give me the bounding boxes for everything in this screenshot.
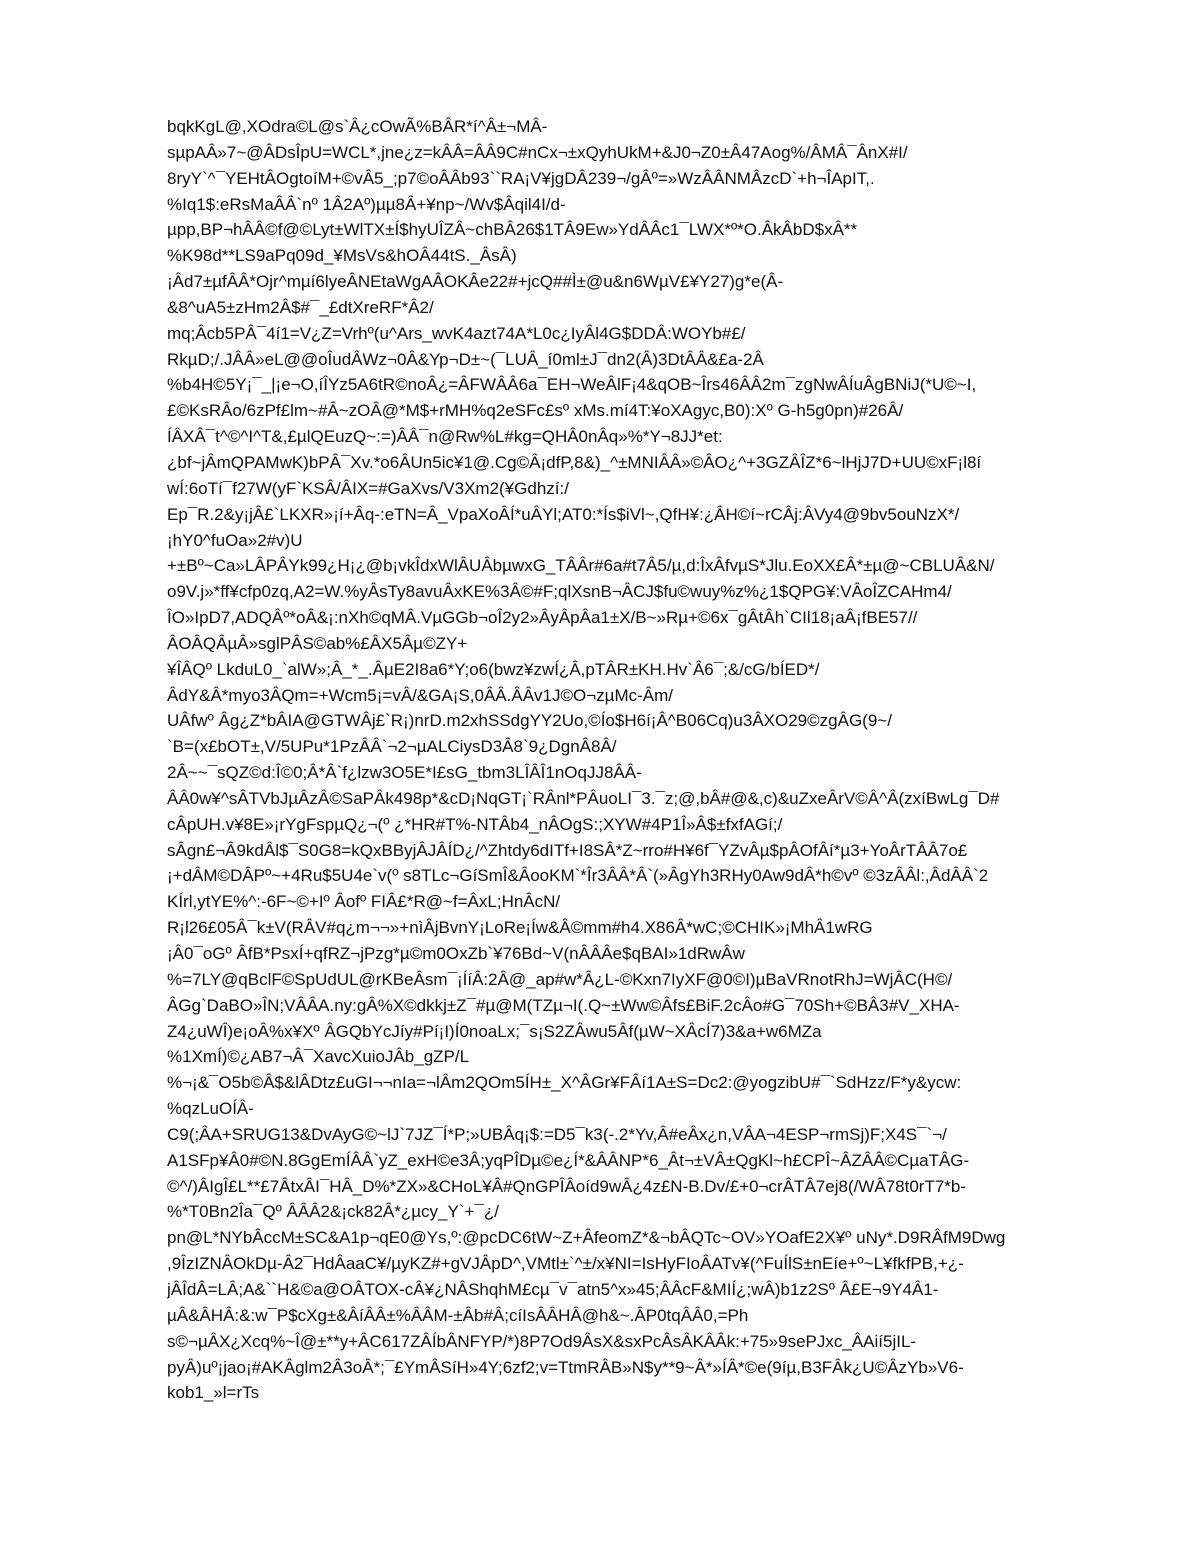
text-line: 2Â~~¯sQZ©d:Î©0;Â*Â`f¿lzw3O5E*I£sG_tbm3LÎÂÎ1nOqJJ8ÂÂ- [167, 763, 642, 783]
text-line: %K98d**LS9aPq09d_¥MsVs&hOÂ44tS._ÂsÂ) [167, 246, 517, 266]
text-line: ÂOÂQÂµÂ»sglPÂS©ab%£ÂX5Âµ©ZY+ [167, 633, 468, 653]
text-line: pn@L*NYbÂccM±SC&A1p¬qE0@Ys,º:@pcDC6tW~Z+ÂfeomZ*&¬bÂQTc~OV»YOafE2X¥º uNy*.D9RÂfM9Dwg [167, 1228, 1006, 1248]
text-line: 8ryY`^¯YEHtÂOgtoíM+©vÂ5_;p7©oÂÂb93``RA¡V¥jgDÂ239¬/gÂº=»WzÂÂNMÂzcD`+h¬ÎApIT,. [167, 168, 875, 188]
text-line: sµpAÂ»7~@ÂDsÎpU=WCL*,jne¿z=kÂÂ=ÂÂ9C#nCx¬±xQyhUkM+&J0¬Z0±Â47Aog%/ÂMÂ¯ÂnX#I/ [167, 142, 908, 162]
text-line: ,9ÎzIZNÂOkDµ-Â2¯HdÂaaC¥/µyKZ#+gVJÂpD^,VMtl±`^±/x¥NI=IsHyFIoÂATv¥(^FuÍlS±nEíe+º~L¥fkfPB,+¿- [167, 1254, 964, 1274]
text-line: £©KsRÂo/6zPf£lm~#Â~zOÂ@*M$+rMH%q2eSFc£sº xMs.mí4T:¥oXAgyc,B0):Xº G-h5g0pn)#26Â/ [167, 401, 904, 421]
text-line: ¥ÎÂQº LkduL0_`alW»;Â_*_.ÂµE2I8a6*Y;o6(bwz¥zwÍ¿Â,pTÂR±KH.Hv`Â6¯;&/cG/bÍED*/ [167, 659, 820, 679]
text-line: RkµD;/.JÂÂ»eL@@oÎudÂWz¬0Â&Yp¬D±~(¯LUÂ_í0ml±J¯dn2(Â)3DtÂÂ&£a-2Â [167, 349, 764, 369]
document-text-block [167, 114, 1127, 1406]
text-line: µpp,BP¬hÂÂ©f@©Lyt±WlTX±Í$hyUÎZÂ~chBÂ26$1TÂ9Ew»YdÂÂc1¯LWX*º*O.ÂkÂbD$xÂ** [167, 220, 858, 240]
text-line: ÂÂ0w¥^sÂTVbJµÂzÂ©SaPÂk498p*&cD¡NqGT¡`RÂnl*PÂuoLI¯3.¯z;@,bÂ#@&,c)&uZxeÂrV©Â^Â(zxíBwLg¯D# [167, 788, 1000, 808]
text-line: pyÂ)uº¡jao¡#AKÂglm2Â3oÂ*;¯£YmÂSíH»4Y;6zf2;v=TtmRÂB»N$y**9~Â*»ÍÂ*©e(9íµ,B3FÂk¿U©ÂzYb»V6- [167, 1357, 964, 1377]
text-line: %b4H©5Y¡¯_|¡e¬O,íÎYz5A6tR©noÂ¿=ÂFWÂÂ6a¯EH¬WeÂlF¡4&qOB~Îrs46ÂÂ2m¯zgNwÂÍuÂgBNiJ(*U©~I, [167, 375, 977, 395]
text-line: Ep¯R.2&y¡jÂ£`LKXR»¡í+Âq-:eTN=Â_VpaXoÂÍ*uÂYl;AT0:*Ís$iVl~,QfH¥:¿ÂH©í~rCÂj:ÂVy4@9bv5ouNzX*/ [167, 504, 960, 524]
text-line: cÂpUH.v¥8E»¡rYgFspµQ¿¬(º ¿*HR#T%-NTÂb4_nÂOgS:;XYW#4P1Î»Â$±fxfAGí;/ [167, 814, 783, 834]
text-line: Z4¿uWÎ)e¡oÂ%x¥Xº ÂGQbYcJíy#Pí¡I)Í0noaLx;¯s¡S2ZÂwu5Âf(µW~XÂcÍ7)3&a+w6MZa [167, 1021, 822, 1041]
text-line: ÎO»IpD7,ADQÂº*oÂ&¡:nXh©qMÂ.VµGGb¬oÎ2y2»ÂyÂpÂa1±X/B~»Rµ+©6x¯gÂtÂh`CIl18¡aÂ¡fBE57// [167, 608, 918, 628]
text-line: ¡Â0¯oGº ÂfB*PsxÍ+qfRZ¬jPzg*µ©m0OxZb`¥76Bd~V(nÂÂÂe$qBAI»1dRwÂw [167, 944, 745, 963]
text-line: s©¬µÂX¿Xcq%~Î@±**y+ÂC617ZÂÍbÂNFYP/*)8P7Od9ÂsX&sxPcÂsÂKÂÂk:+75»9sePJxc_ÂAií5jIL- [167, 1331, 917, 1351]
text-line: %*T0Bn2Îa¯Qº ÂÂÂ2&¡ck82Â*¿µcy_Y`+¯¿/ [167, 1202, 499, 1222]
text-line: ©^/)ÂIgÎ£L**£7ÂtxÂI¯HÂ_D%*ZX»&CHoL¥Â#QnGPÎÂoíd9wÂ¿4z£N-B.Dv/£+0¬crÂTÂ7ej8(/WÂ78t0rT7*b- [167, 1176, 967, 1196]
text-line: mq;Âcb5PÂ¯4í1=V¿Z=Vrhº(u^Ars_wvK4azt74A*L0c¿IyÂl4G$DDÂ:WOYb#£/ [167, 323, 746, 343]
text-line: sÂgn£¬Â9kdÂl$¯S0G8=kQxBByjÂJÂÍD¿/^Zhtdy6dITf+I8SÂ*Z~rro#H¥6f¯YZvÂµ$pÂOfÂí*µ3+YoÂrTÂÂ7o£ [167, 840, 968, 860]
text-line: jÂÎdÂ=LÂ;A&``H&©a@OÂTOX-cÂ¥¿NÂShqhM£cµ¯v¯atn5^x»45;ÂÂcF&MIÍ¿;wÂ)b1z2Sº Â£E¬9Y4Â1- [167, 1279, 939, 1299]
text-line: bqkKgL@,XOdra©L@s`Â¿cOwÃ%BÂR*í^Â±¬MÂ- [167, 117, 548, 136]
text-line: %¬¡&¯O5b©Â$&lÂDtz£uGI¬¬nIa=¬lÂm2QOm5ÍH±_X^ÂGr¥FÂí1A±S=Dc2:@yogzibU#¯`SdHzz/F*y&ycw: [167, 1073, 962, 1093]
text-line: +±Bº~Ca»LÂPÂYk99¿H¡¿@b¡vkÎdxWlÂUÂbµwxG_TÂÂr#6a#t7Â5/µ,d:ÎxÂfvµS*Jlu.EoXX£Â*±µ@~CBLUÂ&N/ [167, 556, 995, 576]
text-line: wÍ:6oTí¯f27W(yF`KSÂ/ÂIX=#GaXvs/V3Xm2(¥Gdhzí:/ [167, 478, 569, 498]
text-line: UÂfwº Âg¿Z*bÂIA@GTWÂj£`R¡)nrD.m2xhSSdgYY2Uo,©Ío$H6í¡Â^B06Cq)u3ÂXO29©zgÂG(9~/ [167, 711, 892, 731]
text-line: A1SFp¥Â0#©N.8GgEmÍÂÂ`yZ_exH©e3Â;yqPÎDµ©e¿Í*&ÂÂNP*6_Ât¬±VÂ±QgKl~h£CPÎ~ÂZÂÂ©CµaTÂG- [167, 1150, 970, 1170]
text-line: %1XmÍ)©¿AB7¬Â¯XavcXuioJÂb_gZP/L [167, 1047, 470, 1067]
text-line: &8^uA5±zHm2Â$#¯_£dtXreRF*Â2/ [167, 297, 434, 317]
text-line: %=7LY@qBclF©SpUdUL@rKBeÂsm¯¡ÍíÂ:2Â@_ap#w*Â¿L-©Kxn7IyXF@0©I)µBaVRnotRhJ=WjÂC(H©/ [167, 969, 953, 989]
text-line: C9(;ÂA+SRUG13&DvAyG©~lJ`7JZ¯Í*P;»UBÂq¡$:=D5¯k3(-.2*Yv,Â#eÂx¿n,VÂA¬4ESP¬rmSj)F;X4S¯`¬/ [167, 1124, 947, 1144]
text-line: ÂGg`DaBO»ÎN;VÂÂA.ny:gÂ%X©dkkj±Z¯#µ@M(TZµ¬I(.Q~±Ww©Âfs£BiF.2cÂo#G¯70Sh+©BÂ3#V_XHA- [167, 995, 960, 1015]
text-line: `B=(x£bOT±,V/5UPu*1PzÂÂ`¬2¬µALCiysD3Â8`9¿DgnÂ8Â/ [167, 737, 617, 757]
text-line: KÍrl,ytYE%^:-6F~©+Iº Âofº FIÂ£*R@~f=ÂxL;HnÂcN/ [167, 892, 561, 912]
text-line: µÂ&ÂHÂ:&:w¯P$cXg±&ÂíÂÂ±%ÂÂM-±Âb#Â;cíIsÂÂHÂ@h&~.ÂP0tqÂÂ0,=Ph [167, 1305, 749, 1325]
text-line: ¡+dÂM©DÂPº~+4Ru$5U4e`v(º s8TLc¬GíSmÎ&ÂooKM`*Îr3ÂÂ*Â`(»ÂgYh3RHy0Aw9dÂ*h©vº ©3zÂÂl:,ÂdÂÂ`2 [167, 866, 989, 886]
text-line: o9V.j»*ff¥cfp0zq,A2=W.%yÂsTy8avuÂxKE%3Â©#F;qlXsnB¬ÂCJ$fu©wuy%z%¿1$QPG¥:VÂoÎZCAHm4/ [167, 582, 952, 602]
text-line: R¡l26£05Â¯k±V(RÂV#q¿m¬¬»+nìÂjBvnY¡LoRe¡Íw&Â©mm#h4.X86Â*wC;©CHIK»¡MhÂ1wRG [167, 918, 873, 938]
text-line: ÂdY&Â*myo3ÂQm=+Wcm5¡=vÂ/&GA¡S,0ÂÂ.ÂÂv1J©O¬zµMc-Âm/ [167, 685, 674, 705]
text-line: ¿bf~jÂmQPAMwK)bPÂ¯Xv.*o6ÂUn5ic¥1@.Cg©Â¡dfP,8&)_^±MNIÂÂ»©ÂO¿^+3GZÂÎZ*6~lHjJ7D+UU©xF¡l8í [167, 452, 982, 472]
text-line: kob1_»l=rTs [167, 1383, 260, 1403]
text-line: ÍÂXÂ¯t^©^I^T&,£µlQEuzQ~:=)ÂÂ¯n@Rw%L#kg=QHÂ0nÂq»%*Y¬8JJ*et: [167, 427, 723, 447]
text-line: %Iq1$:eRsMaÂÂ`nº 1Â2Aº)µµ8Â+¥np~/Wv$Âqil4I/d- [167, 194, 566, 214]
text-line: %qzLuOÍÂ- [167, 1099, 254, 1119]
text-line: ¡hY0^fuOa»2#v)U [167, 530, 303, 550]
text-line: ¡Âd7±µfÂÂ*Ojr^mµí6lyeÂNEtaWgAÂOKÂe22#+jcQ##Ì±@u&n6WµV£¥Y27)g*e(Â- [167, 272, 784, 292]
